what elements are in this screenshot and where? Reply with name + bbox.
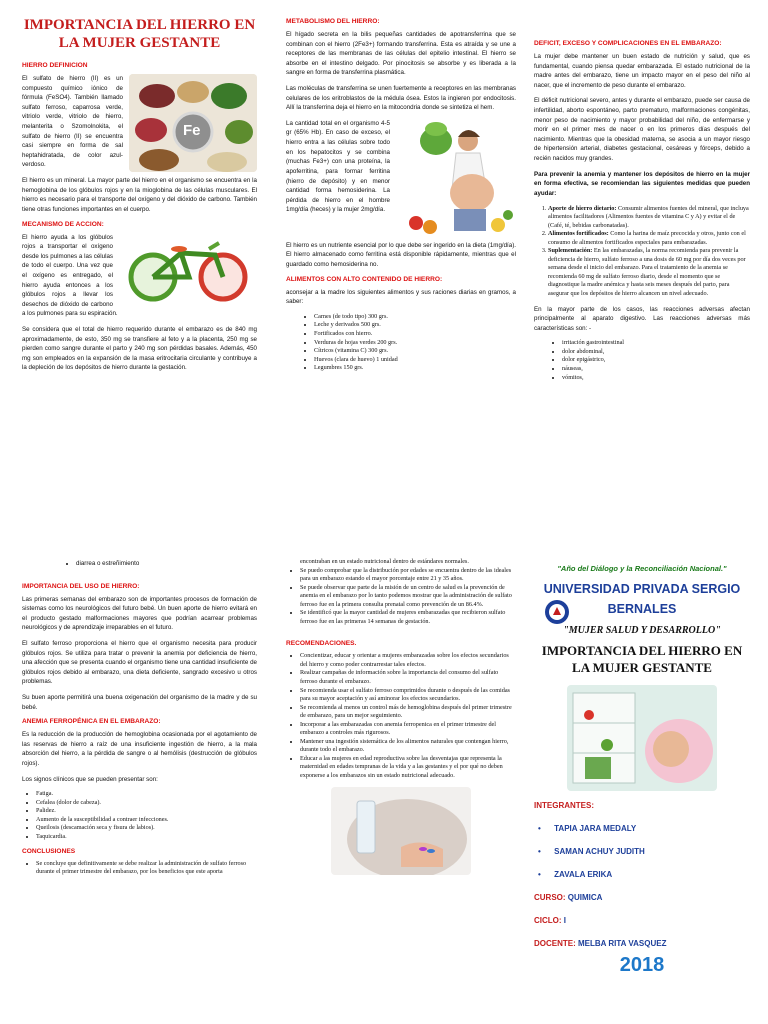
list-item: 2. Alimentos fortificados: Como la harina de maíz precocida y otros, junto con el consumo de alimentos fortificados especiales para embarazadas.: [548, 230, 750, 247]
list-item: • Mantener una ingestión sistemática de los alimentos naturales que contengan hierro, durante todo el embarazo.: [300, 738, 516, 755]
paragraph: Su buen aporte permitirá una buena oxigenación del organismo de la madre y de su bebé.: [22, 694, 257, 711]
list-item: • Verduras de hojas verdes 200 grs.: [314, 339, 516, 348]
foods-list: [300, 313, 516, 373]
paragraph: En la mayor parte de los casos, las reacciones adversas afectan principalmente al aparato digestivo. Las reacciones adversas más características son: -: [534, 305, 750, 332]
list-item: 3. Suplementación: En las embarazadas, la norma recomienda para prevenir la deficiencia de hierro, sulfato ferroso a una dosis de 60 mg por día dos veces por semana desde el inicio del embarazo. Para el tratamiento de la anemia se recomienda 60 mg de sulfato ferroso diario, desde el momento que se diagnostique la madre anémica y hasta seis meses después del parto, para asegurar que los depósitos de hierro alcancen un nivel adecuado.: [548, 247, 750, 298]
list-item: • Se concluye que definitivamente se debe realizar la administración de sulfato ferroso durante el primer trimestre del embarazo, por los beneficios que este aporta: [36, 860, 257, 877]
list-item: • Se recomienda usar el sulfato ferroso comprimidos durante o después de las comidas para su mayor aceptación y así aminorar los efectos secundarios.: [300, 687, 516, 704]
list-item: encontraban en un estado nutricional dentro de estándares normales.: [300, 558, 469, 565]
paragraph: El hierro es un mineral. La mayor parte del hierro en el organismo se encuentra en la hemoglobina de los glóbulos rojos y en la mioglobina de las células musculares. El hierro es necesario para el transporte del oxígeno y del dióxido de carbono. También tiene otras funciones importantes en el cuerpo.: [22, 177, 257, 213]
paragraph: La cantidad total en el organismo 4-5 gr (65% Hb). En caso de exceso, el hierro entra a las células sobre todo en los hepatocitos y se combina (muchas Fe3+) con una proteína, la apoferritina, para formar ferritina (hierro de depósito) y en menor cantidad forma hemosiderina. La pérdida de hierro en el hombre 1mg/día (heces) y la mujer 2mg/día.: [286, 119, 390, 214]
list-item: • Fatiga.: [36, 790, 257, 799]
motto: "Año del Diálogo y la Reconciliación Nacional.": [557, 564, 727, 573]
paragraph: La mujer debe mantener un buen estado de nutrición y salud, que es fundamental, cuando piensa quedar embarazada. El estado nutricional de la madre antes del embarazo, tiene un impacto mayor en el peso del niño al nacer, que el incremento de peso durante el embarazo.: [534, 53, 750, 89]
list-item: • Cefalea (dolor de cabeza).: [36, 799, 257, 808]
paragraph: El sulfato ferroso proporciona el hierro que el organismo necesita para producir glóbulos rojos. Se utiliza para tratar o prevenir la anemia por deficiencia de hierro, una afección que se presenta cuando el organismo tiene una cantidad insuficiente de glóbulos rojos debido al embarazo, una dieta deficiente, sangrado excesivo u otros problemas.: [22, 639, 257, 686]
list-item: • irritación gastrointestinal: [562, 339, 750, 348]
list-item: 1. Aporte de hierro dietario: Consumir alimentos fuentes del mineral, que incluya alimentos facilitadores (Alimentos fuentes de vitamina C y A) y evitar el de (Café, té, bebidas carbonatadas).: [548, 205, 750, 231]
list-item: • dolor abdominal,: [562, 348, 750, 357]
list-item: • Queilosis (descamación seca y fisura de labios).: [36, 824, 257, 833]
year: 2018: [619, 953, 665, 976]
member-name: • ZAVALA ERIKA: [538, 869, 613, 879]
teacher-line: DOCENTE: MELBA RITA VASQUEZ: [534, 938, 667, 948]
cover-pregnant-woman-image: [567, 685, 717, 791]
iron-foods-image: [129, 74, 257, 172]
bullet: •: [538, 846, 555, 856]
list-item: • Cítricos (vitamina C) 300 grs.: [314, 347, 516, 356]
list-item: • Aumento de la susceptibilidad a contraer infecciones.: [36, 816, 257, 825]
bullet: •: [538, 869, 555, 879]
list-item: • náuseas,: [562, 365, 750, 374]
section-heading: ANEMIA FERROPÉNICA EN EL EMBARAZO:: [22, 718, 161, 726]
pregnant-woman-pills-image: [331, 787, 471, 875]
column-hierro-definicion: [22, 10, 257, 530]
member-name: • SAMAN ACHUY JUDITH: [538, 846, 645, 856]
list-item: • Taquicardia.: [36, 833, 257, 842]
recommendations-list: [286, 652, 516, 780]
column-deficit: [534, 10, 750, 530]
paragraph: Es la reducción de la producción de hemoglobina ocasionada por el agotamiento de las reservas de hierro a raíz de una insuficiente ingestión de hierro, a la mala absorción del hierro, a la pérdida de sangre o al hemólisis (destrucción de glóbulos rojos).: [22, 731, 257, 768]
vegetable-bicycle-image: [119, 233, 257, 303]
list-item: • Huevos (clara de huevo) 1 unidad: [314, 356, 516, 365]
signs-list: [22, 790, 257, 841]
paragraph: El hierro ayuda a los glóbulos rojos a transportar el oxígeno desde los pulmones a las células de todo el cuerpo. Una vez que el oxígeno es entregado, el hierro ayuda entonces a los glóbulos rojos a llevar los desechos de dióxido de carbono a los pulmones para su espiración.: [22, 233, 118, 318]
paragraph: El déficit nutricional severo, antes y durante el embarazo, puede ser causa de infertilidad, aborto espontáneo, parto prematuro, malformaciones congénitas, menor peso de nacimiento y mayor probabilidad del niño, de enfermarse y morir en el primer mes de nacer o en los primeros días después del nacimiento. Mientras que la obesidad materna, se asocia a un mayor riesgo de hipertensión arterial, diabetes gestacional, cesáreas y fórceps, debido a recién nacidos muy grandes.: [534, 97, 750, 163]
section-heading: ALIMENTOS CON ALTO CONTENIDO DE HIERRO:: [286, 275, 443, 283]
section-heading: IMPORTANCIA DEL USO DE HIERRO:: [22, 582, 140, 590]
paragraph: Las primeras semanas del embarazo son de importantes procesos de formación de sistemas como los neurológicos del futuro bebé. Un buen aporte de hierro evitará en el producto gestado malformaciones mayores que podrían acarrear problemas neurológicos y de aprendizaje irreparables en el futuro.: [22, 595, 257, 632]
member-name: • TAPIA JARA MEDALY: [538, 823, 637, 833]
section-heading: METABOLISMO DEL HIERRO:: [286, 18, 380, 25]
members-label: INTEGRANTES:: [534, 800, 594, 810]
section-heading: DEFICIT, EXCESO Y COMPLICACIONES EN EL EMBARAZO:: [534, 40, 722, 47]
pregnant-woman-illustration: [396, 119, 516, 237]
continued-list: [62, 560, 257, 569]
cover-illustration: [567, 685, 717, 791]
fe-label: Fe: [183, 122, 201, 139]
column-recomendaciones: [286, 548, 516, 1018]
bullet: •: [538, 823, 555, 833]
list-item: • Incorporar a las embarazadas con anemia ferropenica en el primer trimestre del embarazo a controles más rigurosos.: [300, 721, 516, 738]
pregnant-woman-vegetables-image: [396, 119, 516, 237]
list-item: • Carnes (de todo tipo) 300 grs.: [314, 313, 516, 322]
list-item: • Legumbres 150 grs.: [314, 364, 516, 373]
list-item: • Se identificó que la mayor cantidad de mujeres embarazadas que recibieron sulfato ferroso fue en las primeras 14 semanas de gestación.: [300, 609, 516, 626]
section-heading: CONCLUSIONES: [22, 847, 76, 855]
list-item: • Educar a las mujeres en edad reproductiva sobre las desventajas que representa la maternidad en edades tempranas de la vida y a las gestantes y el por qué no deben exponerse a los embarazos sin un estado nutricional adecuado.: [300, 755, 516, 781]
list-item: • vómitos,: [562, 374, 750, 383]
adverse-list: [548, 339, 750, 382]
pills-illustration: [331, 787, 471, 875]
section-heading: HIERRO DEFINICION: [22, 62, 88, 69]
list-item: • Leche y derivados 500 grs.: [314, 321, 516, 330]
course-line: CURSO: QUIMICA: [534, 892, 603, 902]
university-name: UNIVERSIDAD PRIVADA SERGIO BERNALES: [543, 581, 741, 616]
cycle-line: CICLO: I: [534, 915, 567, 925]
paragraph: aconsejar a la madre los siguientes alimentos y sus raciones diarias en gramos, a saber:: [286, 288, 516, 306]
brochure-subtitle: "MUJER SALUD Y DESARROLLO": [563, 624, 721, 636]
section-heading: MECANISMO DE ACCION:: [22, 220, 104, 228]
university-block: [534, 579, 750, 619]
list-item: • Se puedo comprobar que la distribución por edades se encuentra dentro de las ideales para un embarazo estando el mayor porcentaje entre 21 y 35 años.: [300, 567, 516, 584]
list-item: • Se recomienda al menos un control más de hemoglobina después del primer trimestre de embarazo, para un mejor seguimiento.: [300, 704, 516, 721]
paragraph: El sulfato de hierro (II) es un compuesto químico iónico de fórmula (FeSO4). También llamado sulfato ferroso, caparrosa verde, vitriolo verde, vitriolo de hierro, melanterita o Szomolnokita, el sulfato de hierro (II) se encuentra casi siempre en forma de sal heptahidratada, de color azul-verdoso.: [22, 75, 123, 169]
paragraph: El hígado secreta en la bilis pequeñas cantidades de apotransferrina que se combinan con el hierro (2Fe3+) formando transferrina. Esta es atraída y se une a receptores de las membranas de las células del epitelio intestinal. El hierro se absorbe en el intestino delgado. Por pinocitosis se absorbe y es liberada a la sangre en forma de transferrina plasmática.: [286, 31, 516, 77]
cover-panel: [534, 548, 750, 1018]
list-item: • Realizar campañas de información sobre la importancia del consumo del sulfato ferroso durante el embarazo.: [300, 669, 516, 686]
list-item: • Fortificados con hierro.: [314, 330, 516, 339]
paragraph: Los signos clínicos que se pueden presentar son:: [22, 775, 158, 783]
column-metabolismo: [286, 10, 516, 530]
measures-list: [534, 205, 750, 299]
list-item: • Palidez.: [36, 807, 257, 816]
paragraph: Para prevenir la anemia y mantener los depósitos de hierro en la mujer en forma efectiva, se recomiendan las siguientes medidas que pueden ayudar:: [534, 170, 750, 197]
cover-title: IMPORTANCIA DEL HIERRO EN LA MUJER GESTANTE: [541, 642, 743, 676]
paragraph: Las moléculas de transferrina se unen fuertemente a receptores en las membranas celulares de los eritroblastos de la médula ósea. Estos la ingieren por endocitosis. Allí la transferrina deja el hierro en la mitocondria donde se sintetiza el hem.: [286, 85, 516, 112]
list-item: • diarrea o estreñimiento: [76, 560, 257, 569]
university-logo-icon: [544, 599, 570, 625]
vegetable-bicycle-illustration: [119, 233, 257, 303]
conclusions-list: [22, 860, 257, 877]
list-item: • Concientizar, educar y orientar a mujeres embarazadas sobre los efectos secundarios del hierro y como poder contrarrestar tales efectos.: [300, 652, 516, 669]
list-item: • dolor epigástrico,: [562, 356, 750, 365]
section-heading: RECOMENDACIONES.: [286, 640, 357, 648]
column-uso-hierro: [22, 548, 257, 1018]
paragraph: Se considera que el total de hierro requerido durante el embarazo es de 840 mg aproximadamente, de esto, 350 mg se transfiere al feto y a la placenta, 250 mg se pierden como sangre durante el parto y 240 mg son pérdidas basales. Además, 450 mg son empleados en la expansión de la masa eritrocitaria circulante y contribuye a la depleción de los depósitos de hierro durante la gestación.: [22, 326, 257, 372]
paragraph: El hierro es un nutriente esencial por lo que debe ser ingerido en la dieta (1mg/día). El hierro almacenado como ferritina está disponible rápidamente, mientras que el guardado como hemosiderina no.: [286, 241, 516, 269]
list-item: • Se puede observar que parte de la misión de un centro de salud es la prevención de anemia en el embarazo por lo tanto podemos mostrar que la administración de sulfato ferroso fue en la primera consulta prenatal como prevención de un 86.4%.: [300, 584, 516, 610]
brochure-title: IMPORTANCIA DEL HIERRO EN LA MUJER GESTANTE: [23, 17, 256, 51]
continued-conclusions-list: [286, 558, 516, 626]
